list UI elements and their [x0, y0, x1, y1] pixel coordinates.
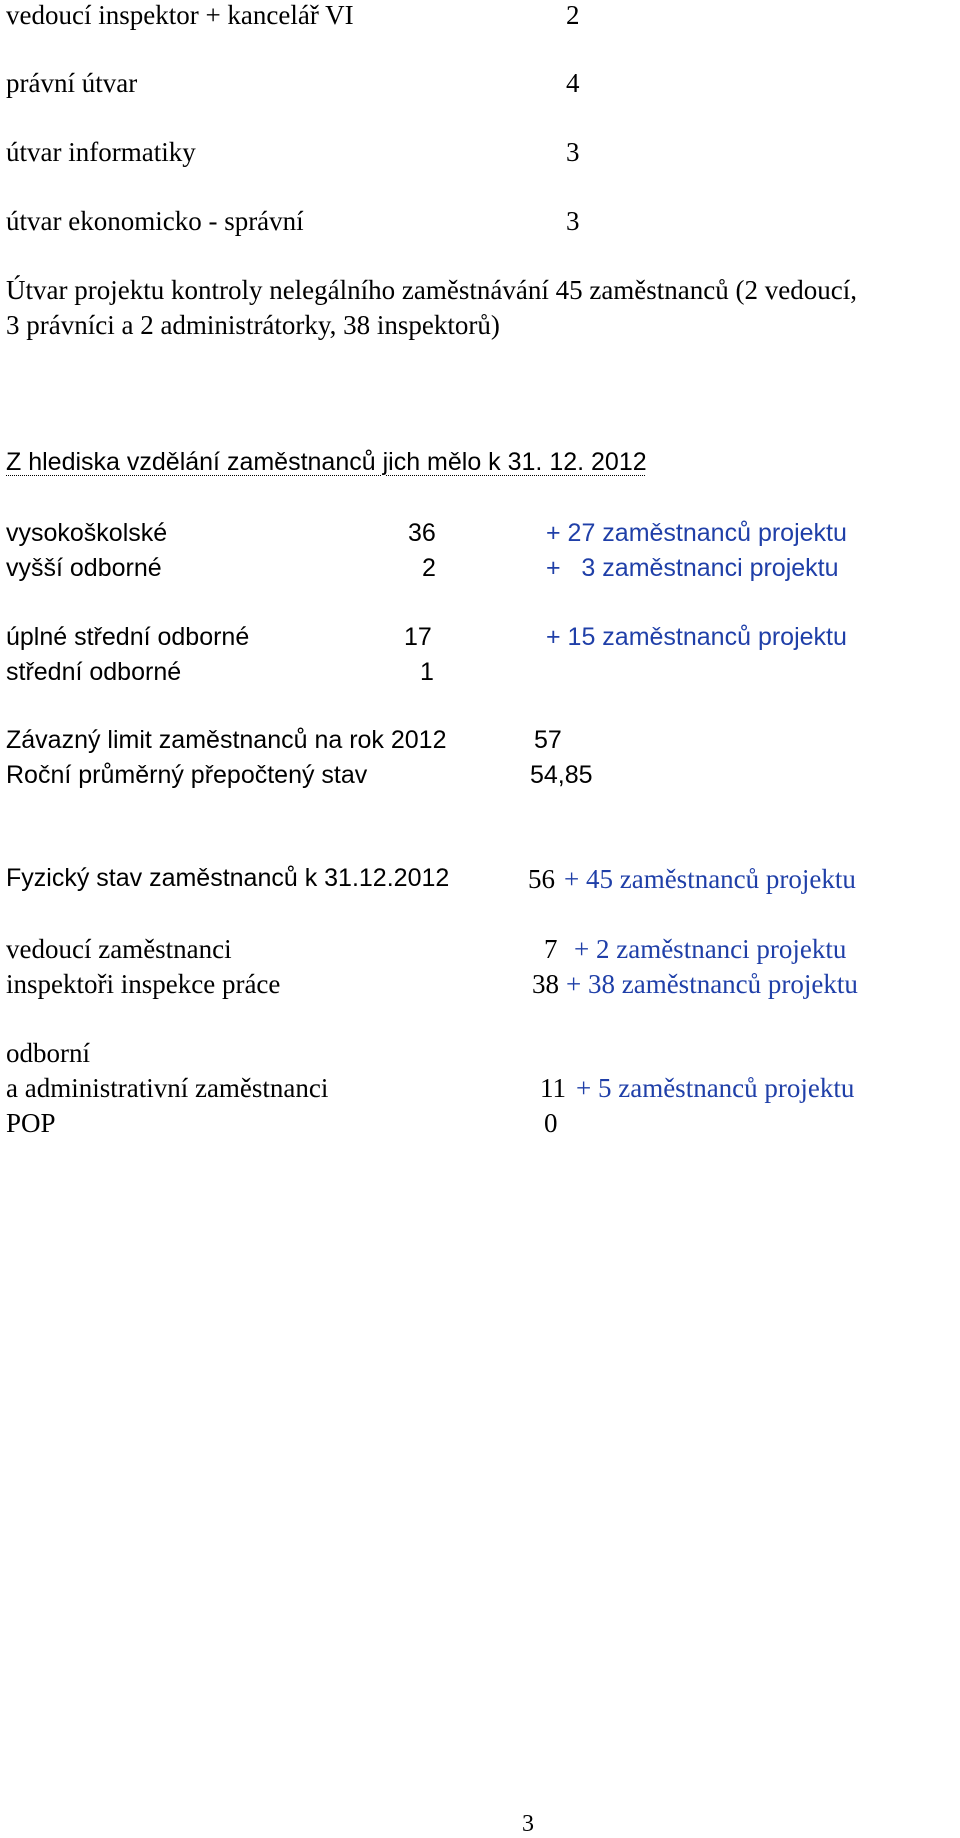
pop-value: 0: [544, 1108, 558, 1138]
education-count: 1: [420, 658, 434, 686]
department-count: 4: [566, 68, 580, 98]
staff-project: + 38 zaměstnanců projektu: [566, 969, 858, 999]
project-unit-line1: Útvar projektu kontroly nelegálního zaměstnávání 45 zaměstnanců (2 vedoucí,: [6, 275, 857, 305]
admin-label-line1: odborní: [6, 1038, 90, 1068]
education-project: + 3 zaměstnanci projektu: [546, 554, 839, 582]
project-unit-line2: 3 právníci a 2 administrátorky, 38 inspektorů): [6, 310, 500, 340]
limit-value: 54,85: [530, 761, 593, 789]
admin-value: 11: [540, 1073, 566, 1103]
department-count: 3: [566, 206, 580, 236]
limit-label: Závazný limit zaměstnanců na rok 2012: [6, 726, 447, 754]
staff-label: inspektoři inspekce práce: [6, 969, 281, 999]
education-project: + 27 zaměstnanců projektu: [546, 519, 847, 547]
education-count: 36: [408, 519, 436, 547]
department-label: právní útvar: [6, 68, 138, 98]
staff-value: 7: [544, 934, 558, 964]
education-label: střední odborné: [6, 658, 182, 686]
staff-label: vedoucí zaměstnanci: [6, 934, 232, 964]
department-count: 2: [566, 0, 580, 30]
admin-project: + 5 zaměstnanců projektu: [576, 1073, 855, 1103]
staff-value: 38: [532, 969, 559, 999]
education-count: 17: [404, 623, 432, 651]
education-project: + 15 zaměstnanců projektu: [546, 623, 847, 651]
physical-value: 56: [528, 864, 555, 894]
education-label: úplné střední odborné: [6, 623, 250, 651]
education-count: 2: [422, 554, 436, 582]
physical-label: Fyzický stav zaměstnanců k 31.12.2012: [6, 864, 450, 892]
page-number: 3: [522, 1811, 534, 1837]
department-count: 3: [566, 137, 580, 167]
education-label: vyšší odborné: [6, 554, 162, 582]
limit-label: Roční průměrný přepočtený stav: [6, 761, 368, 789]
pop-label: POP: [6, 1108, 56, 1138]
education-heading: Z hlediska vzdělání zaměstnanců jich mělo k 31. 12. 2012: [6, 448, 647, 476]
department-label: útvar ekonomicko - správní: [6, 206, 304, 236]
department-label: útvar informatiky: [6, 137, 196, 167]
department-label: vedoucí inspektor + kancelář VI: [6, 0, 354, 30]
physical-project: + 45 zaměstnanců projektu: [564, 864, 856, 894]
staff-project: + 2 zaměstnanci projektu: [574, 934, 847, 964]
education-label: vysokoškolské: [6, 519, 168, 547]
admin-label-line2: a administrativní zaměstnanci: [6, 1073, 329, 1103]
limit-value: 57: [534, 726, 562, 754]
